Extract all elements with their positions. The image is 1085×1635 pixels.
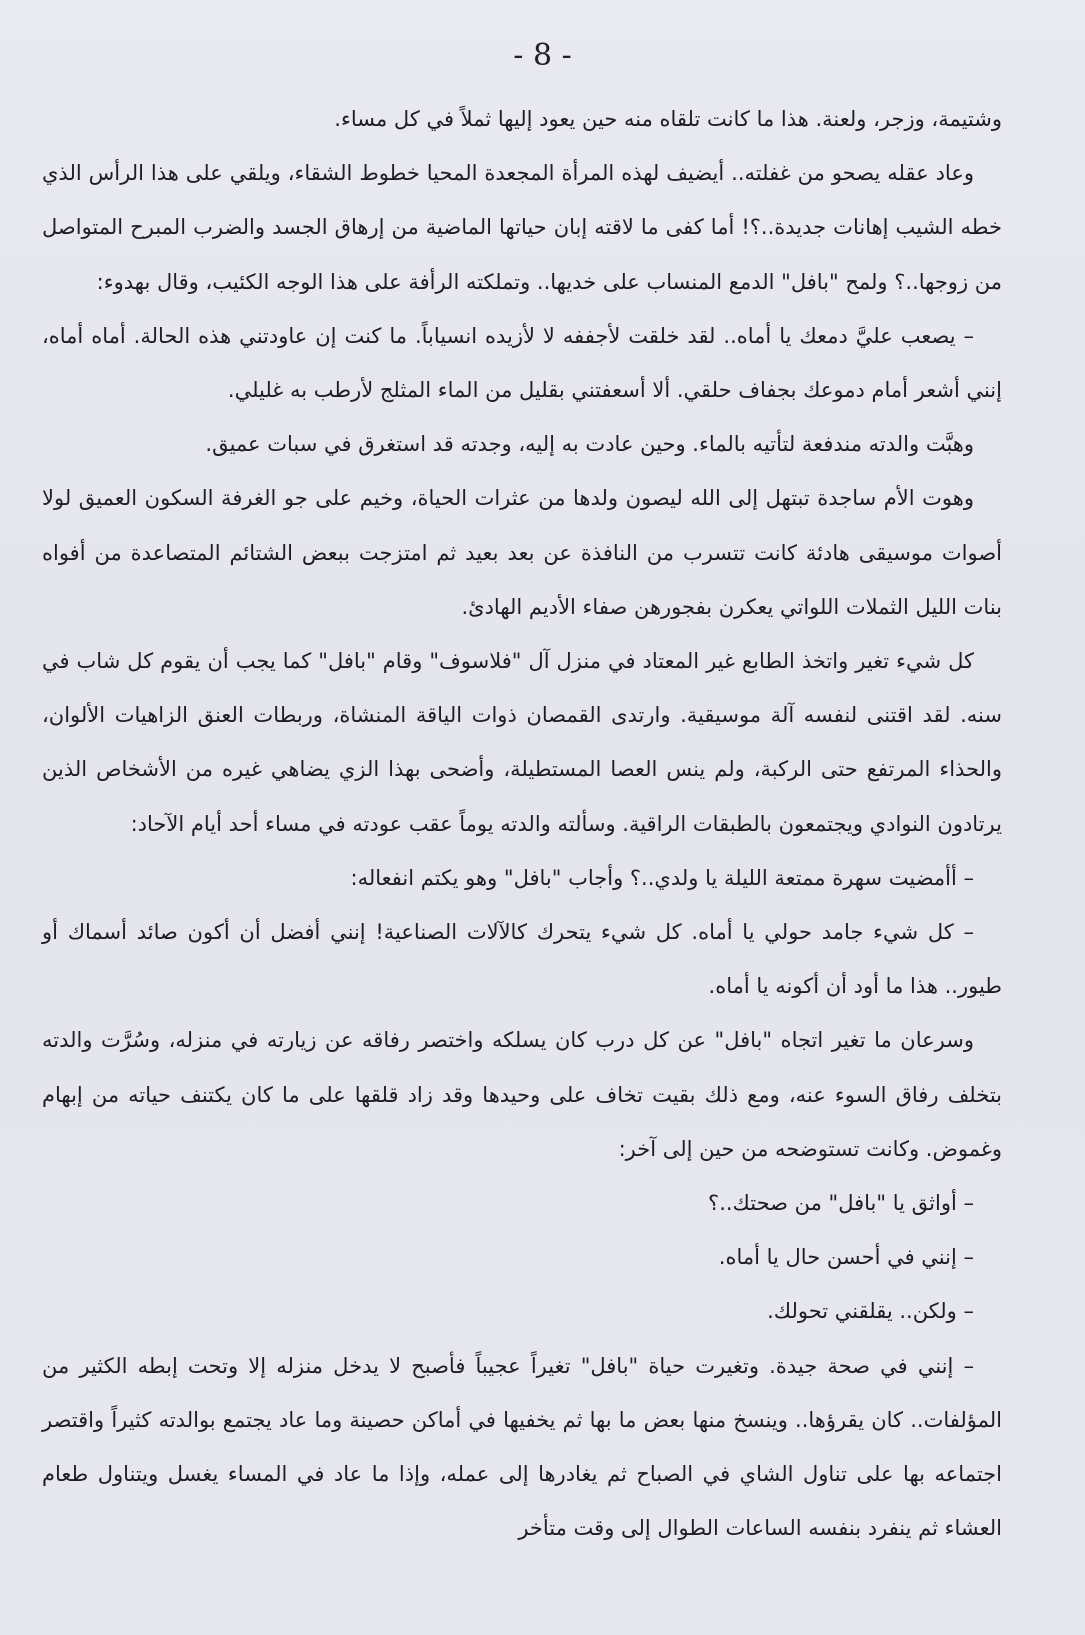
dialogue-line: – يصعب عليَّ دمعك يا أماه.. لقد خلقت لأجففه لا لأزيده انسياباً. ما كنت إن عاودتني هذه الحالة. أماه أماه، إنني أشعر أمام دموعك بجفاف حلقي. ألا أسعفتني بقليل من الماء المثلج لأرطب به غليلي.	[42, 323, 1002, 403]
paragraph: كل شيء تغير واتخذ الطابع غير المعتاد في منزل آل "فلاسوف" وقام "بافل" كما يجب أن يقوم كل شاب في سنه. لقد اقتنى لنفسه آلة موسيقية. وارتدى القمصان ذوات الياقة المنشاة، وربطات العنق الزاهيات الألوان، والحذاء المرتفع حتى الركبة، ولم ينس العصا المستطيلة، وأضحى بهذا الزي يضاهي غيره من الأشخاص الذين يرتادون النوادي ويجتمعون بالطبقات الراقية. وسألته والدته يوماً عقب عودته في مساء أحد أيام الآحاد:	[42, 649, 1002, 836]
page-number: - 8 -	[513, 38, 572, 73]
dialogue-line: – إنني في أحسن حال يا أماه.	[718, 1245, 974, 1270]
paragraph: وهبَّت والدته مندفعة لتأتيه بالماء. وحين عادت به إليه، وجدته قد استغرق في سبات عميق.	[205, 432, 974, 457]
dialogue-line: – إنني في صحة جيدة. وتغيرت حياة "بافل" تغيراً عجيباً فأصبح لا يدخل منزله إلا وتحت إبطه الكثير من المؤلفات.. كان يقرؤها.. وينسخ منها بعض ما بها ثم يخفيها في أماكن حصينة وما عاد يجتمع بوالدته كثيراً واقتصر اجتماعه بها على تناول الشاي في الصباح ثم يغادرها إلى عمله، وإذا ما عاد في المساء يغسل ويتناول طعام العشاء ثم ينفرد بنفسه الساعات الطوال إلى وقت متأخر	[42, 1353, 1002, 1541]
paragraph: وعاد عقله يصحو من غفلته.. أيضيف لهذه المرأة المجعدة المحيا خطوط الشقاء، ويلقي على هذا الرأس الذي خطه الشيب إهانات جديدة..؟! أما كفى ما لاقته إبان حياتها الماضية من إرهاق الجسد والضرب المبرح المتواصل من زوجها..؟ ولمح "بافل" الدمع المنساب على خديها.. وتملكته الرأفة على هذا الوجه الكئيب، وقال بهدوء:	[42, 161, 1002, 294]
paragraph: وهوت الأم ساجدة تبتهل إلى الله ليصون ولدها من عثرات الحياة، وخيم على جو الغرفة السكون العميق لولا أصوات موسيقى هادئة كانت تتسرب من النافذة عن بعد بعيد ثم امتزجت ببعض الشتائم المتصاعدة من أفواه بنات الليل الثملات اللواتي يعكرن بفجورهن صفاء الأديم الهادئ.	[42, 486, 1002, 619]
dialogue-line: – ولكن.. يقلقني تحولك.	[767, 1299, 974, 1324]
paragraph: وشتيمة، وزجر، ولعنة. هذا ما كانت تلقاه منه حين يعود إليها ثملاً في كل مساء.	[334, 107, 1002, 131]
dialogue-line: – أأمضيت سهرة ممتعة الليلة يا ولدي..؟ وأجاب "بافل" وهو يكتم انفعاله:	[350, 865, 974, 890]
paragraph: وسرعان ما تغير اتجاه "بافل" عن كل درب كان يسلكه واختصر رفاقه عن زيارته في منزله، وسُرَّت والدته بتخلف رفاق السوء عنه، ومع ذلك بقيت تخاف على وحيدها وقد زاد قلقها على ما كان يكتنف حياته من إبهام وغموض. وكانت تستوضحه من حين إلى آخر:	[42, 1028, 1002, 1161]
dialogue-line: – كل شيء جامد حولي يا أماه. كل شيء يتحرك كالآلات الصناعية! إنني أفضل أن أكون صائد أسماك أو طيور.. هذا ما أود أن أكونه يا أماه.	[42, 920, 1002, 999]
dialogue-line: – أواثق يا "بافل" من صحتك..؟	[708, 1191, 974, 1216]
body-text	[42, 92, 1002, 1555]
